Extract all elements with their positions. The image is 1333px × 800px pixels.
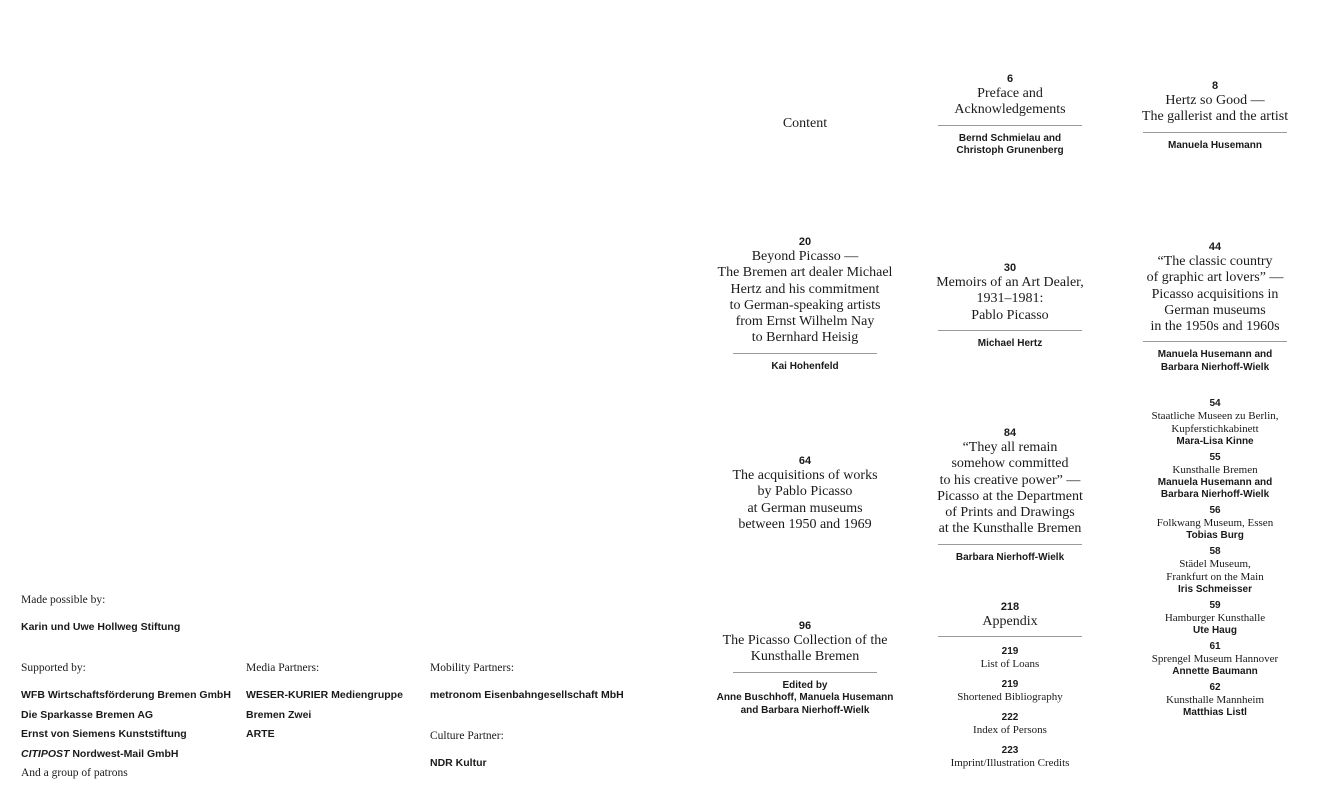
museum-item [1115,398,1315,448]
museum-item [1115,452,1315,501]
museum-author: Annette Baumann [1172,666,1258,677]
supported-label: Supported by: [21,662,86,674]
museum-title: Hamburger Kunsthalle [1164,612,1266,624]
supporter-citipost [21,747,231,767]
toc-title: Beyond Picasso — The Bremen art dealer Michael Hertz and his commitment to German-speaking artists from Ernst Wilhelm Nay to Bernhard Heisig [717,249,893,346]
toc-author: Manuela Husemann and Barbara Nierhoff-Wielk [1157,349,1273,373]
appendix-title: List of Loans [980,658,1040,671]
divider [938,544,1082,545]
appendix-page-number: 222 [1001,712,1019,724]
museum-title: Kunsthalle Bremen [1172,464,1258,476]
supporter: Ernst von Siemens Kunststiftung [21,728,187,740]
museum-author: Tobias Burg [1186,530,1244,541]
museum-item [1115,505,1315,542]
toc-title: Appendix [982,614,1038,629]
toc-page-number: 30 [1003,262,1017,274]
toc-author: Edited by Anne Buschhoff, Manuela Husemann and Barbara Nierhoff-Wielk [716,679,894,716]
toc-page-number: 84 [1003,427,1017,439]
toc-page-number: 6 [1006,73,1014,85]
toc-author: Michael Hertz [977,337,1043,349]
divider [1143,132,1287,133]
citipost-brand: CITIPOST [21,747,70,760]
culture-partner-label: Culture Partner: [430,730,504,742]
appendix-item [910,646,1110,671]
museum-page-number: 62 [1209,682,1221,693]
toc-title: The acquisitions of works by Pablo Picasso at German museums between 1950 and 1969 [732,468,878,532]
toc-title: “They all remain somehow committed to his creative power” — Picasso at the Department of Prints and Drawings at the Kunsthalle Bremen [937,440,1083,537]
toc-author: Bernd Schmielau and Christoph Grunenberg [956,132,1064,157]
toc-page-number: 96 [798,620,812,632]
toc-entry [1115,241,1315,374]
toc-entry [705,455,905,533]
museum-author: Manuela Husemann and Barbara Nierhoff-Wielk [1157,477,1273,500]
toc-page-number: 218 [1000,601,1020,613]
museum-page-number: 58 [1209,546,1221,557]
made-possible-sponsor: Karin und Uwe Hollweg Stiftung [21,621,181,633]
toc-title: “The classic country of graphic art lovers” — Picasso acquisitions in German museums in the 1950s and 1960s [1146,254,1284,335]
media-partner: Bremen Zwei [246,708,312,721]
media-partner: WESER-KURIER Mediengruppe [246,689,403,701]
divider [938,330,1082,331]
supporter: WFB Wirtschaftsförderung Bremen GmbH [21,689,231,701]
toc-author: Barbara Nierhoff-Wielk [955,551,1065,563]
museum-author: Iris Schmeisser [1178,584,1252,595]
media-partners-list [246,688,403,747]
toc-entry [910,427,1110,564]
appendix-item [910,745,1110,770]
toc-entry [1115,80,1315,152]
appendix-page-number: 219 [1001,646,1019,658]
made-possible-label: Made possible by: [21,594,106,606]
toc-page-number: 44 [1208,241,1222,253]
toc-entry-appendix [910,601,1110,774]
appendix-page-number: 219 [1001,679,1019,691]
museum-list [1115,398,1315,723]
museum-page-number: 54 [1209,398,1221,409]
appendix-page-number: 223 [1001,745,1019,757]
divider [733,353,877,354]
museum-author: Matthias Listl [1183,707,1247,718]
appendix-title: Imprint/Illustration Credits [950,757,1070,770]
toc-title: The Picasso Collection of the Kunsthalle Bremen [722,633,888,665]
toc-title: Hertz so Good — The gallerist and the artist [1141,93,1289,125]
toc-entry [705,236,905,373]
toc-heading: Content [782,116,828,131]
appendix-title: Shortened Bibliography [957,691,1063,704]
museum-item [1115,546,1315,596]
museum-page-number: 55 [1209,452,1221,463]
toc-page-number: 64 [798,455,812,467]
appendix-title: Index of Persons [973,724,1047,737]
museum-author: Mara-Lisa Kinne [1176,436,1254,447]
toc-title: Preface and Acknowledgements [954,86,1066,118]
mobility-partners-label: Mobility Partners: [430,662,515,674]
museum-title: Sprengel Museum Hannover [1151,653,1279,665]
toc-entry [705,620,905,717]
toc-entry [910,73,1110,158]
citipost-name: Nordwest-Mail GmbH [69,747,179,760]
museum-item [1115,600,1315,637]
toc-title: Memoirs of an Art Dealer, 1931–1981: Pablo Picasso [936,275,1084,323]
museum-title: Kunsthalle Mannheim [1165,694,1265,706]
museum-author: Ute Haug [1193,625,1237,636]
museum-page-number: 59 [1209,600,1221,611]
museum-title: Folkwang Museum, Essen [1156,517,1274,529]
toc-page-number: 20 [798,236,812,248]
toc-author: Kai Hohenfeld [771,360,839,372]
media-partner: ARTE [246,728,275,740]
appendix-item [910,679,1110,704]
museum-item [1115,682,1315,719]
culture-partner: NDR Kultur [430,757,487,769]
supported-list [21,688,231,786]
divider [733,672,877,673]
supporter: Die Sparkasse Bremen AG [21,708,154,721]
media-partners-label: Media Partners: [246,662,320,674]
divider [938,125,1082,126]
museum-page-number: 56 [1209,505,1221,516]
museum-item [1115,641,1315,678]
toc-author: Manuela Husemann [1168,139,1262,151]
toc-page-number: 8 [1211,80,1219,92]
museum-title: Staatliche Museen zu Berlin, Kupferstichkabinett [1151,410,1279,435]
museum-page-number: 61 [1209,641,1221,652]
patrons-note: And a group of patrons [21,767,128,779]
divider [1143,341,1287,342]
museum-title: Städel Museum, Frankfurt on the Main [1166,558,1264,583]
toc-entry [910,262,1110,350]
appendix-item [910,712,1110,737]
divider [938,636,1082,637]
mobility-partner: metronom Eisenbahngesellschaft MbH [430,689,624,701]
